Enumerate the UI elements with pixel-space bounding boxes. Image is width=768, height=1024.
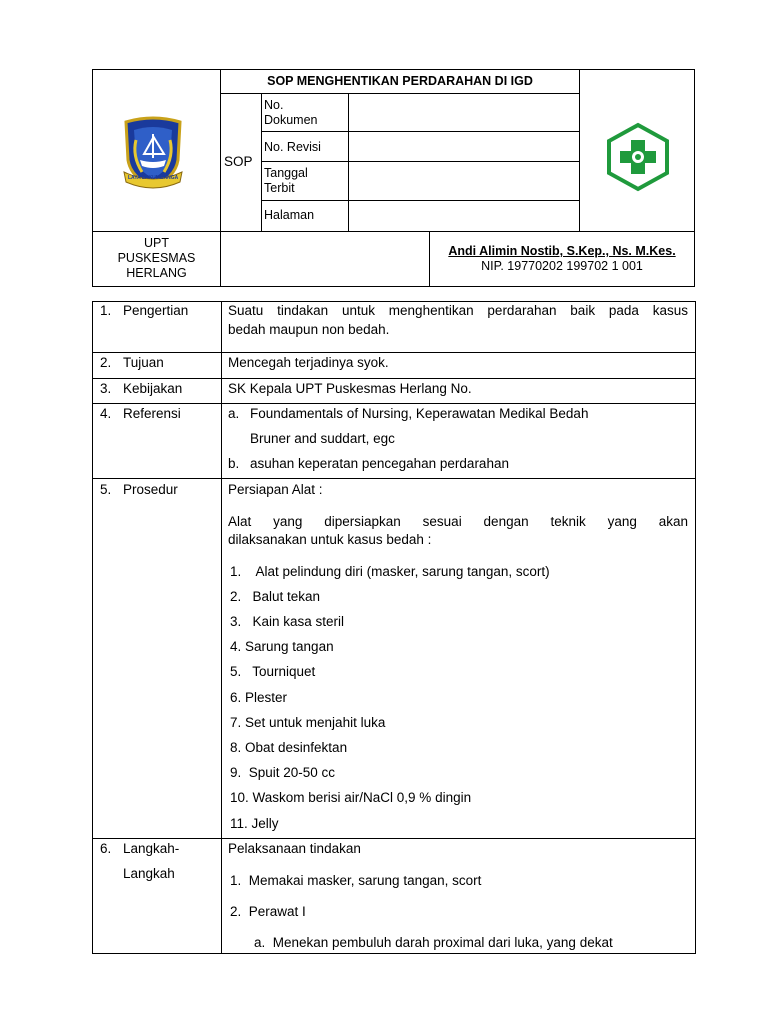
row-label-referensi: Referensi bbox=[123, 406, 181, 421]
prosedur-item: 5. Tourniquet bbox=[230, 664, 316, 679]
crest-motto: LAYA LAKUMBANGA bbox=[128, 175, 178, 181]
prosedur-item: 7. Set untuk menjahit luka bbox=[230, 715, 386, 730]
row-num-pengertian: 1. bbox=[100, 303, 112, 318]
referensi-marker-b: b. bbox=[228, 456, 240, 471]
prosedur-intro-line2: dilaksanakan untuk kasus bedah : bbox=[228, 532, 432, 547]
tujuan-text: Mencegah terjadinya syok. bbox=[228, 355, 389, 370]
field-label-tanggal-terbit-1: Tanggal bbox=[264, 166, 308, 180]
district-crest-logo bbox=[120, 116, 186, 192]
row-label-prosedur: Prosedur bbox=[123, 482, 178, 497]
row-num-langkah: 6. bbox=[100, 841, 112, 856]
referensi-item-b-line1: asuhan keperatan pencegahan perdarahan bbox=[250, 456, 509, 471]
field-label-no-dokumen-1: No. bbox=[264, 98, 284, 112]
row-num-referensi: 4. bbox=[100, 406, 112, 421]
kebijakan-text: SK Kepala UPT Puskesmas Herlang No. bbox=[228, 381, 472, 396]
org-name-line1: UPT bbox=[144, 236, 169, 250]
pengertian-text-line1: Suatu tindakan untuk menghentikan perdarahan baik pada kasus bbox=[228, 303, 688, 318]
prosedur-item: 10. Waskom berisi air/NaCl 0,9 % dingin bbox=[230, 790, 472, 805]
org-name-line2: PUSKESMAS bbox=[117, 251, 196, 265]
referensi-marker-a: a. bbox=[228, 406, 240, 421]
prosedur-item: 9. Spuit 20-50 cc bbox=[230, 765, 336, 780]
prosedur-item: 2. Balut tekan bbox=[230, 589, 321, 604]
row-label-langkah-1: Langkah- bbox=[123, 841, 180, 856]
langkah-step: 2. Perawat I bbox=[230, 904, 306, 919]
puskesmas-logo bbox=[605, 122, 671, 192]
referensi-item-a-line1: Foundamentals of Nursing, Keperawatan Medikal Bedah bbox=[250, 406, 589, 421]
prosedur-item: 4. Sarung tangan bbox=[230, 639, 334, 654]
signer-name: Andi Alimin Nostib, S.Kep., Ns. M.Kes. bbox=[448, 244, 676, 258]
row-num-prosedur: 5. bbox=[100, 482, 112, 497]
row-num-tujuan: 2. bbox=[100, 355, 112, 370]
prosedur-item: 6. Plester bbox=[230, 690, 288, 705]
signer-nip: NIP. 19770202 199702 1 001 bbox=[481, 259, 643, 273]
field-label-no-dokumen-2: Dokumen bbox=[264, 113, 318, 127]
field-label-tanggal-terbit-2: Terbit bbox=[264, 181, 295, 195]
document-title: SOP MENGHENTIKAN PERDARAHAN DI IGD bbox=[267, 74, 533, 88]
langkah-step: 1. Memakai masker, sarung tangan, scort bbox=[230, 873, 482, 888]
langkah-heading: Pelaksanaan tindakan bbox=[228, 841, 361, 856]
field-label-no-revisi: No. Revisi bbox=[264, 140, 321, 154]
field-label-halaman: Halaman bbox=[264, 208, 315, 222]
row-num-kebijakan: 3. bbox=[100, 381, 112, 396]
prosedur-item: 8. Obat desinfektan bbox=[230, 740, 348, 755]
prosedur-item: 3. Kain kasa steril bbox=[230, 614, 345, 629]
sop-label: SOP bbox=[224, 154, 253, 169]
row-label-langkah-2: Langkah bbox=[123, 866, 175, 881]
row-label-kebijakan: Kebijakan bbox=[123, 381, 183, 396]
prosedur-item: 1. Alat pelindung diri (masker, sarung tangan, scort) bbox=[230, 564, 550, 579]
pengertian-text-line2: bedah maupun non bedah. bbox=[228, 322, 390, 337]
prosedur-item: 11. Jelly bbox=[230, 816, 279, 831]
prosedur-intro-line1: Alat yang dipersiapkan sesuai dengan teknik yang akan bbox=[228, 514, 688, 529]
prosedur-heading: Persiapan Alat : bbox=[228, 482, 323, 497]
langkah-substep: a. Menekan pembuluh darah proximal dari luka, yang dekat bbox=[254, 935, 613, 950]
referensi-item-a-line2: Bruner and suddart, egc bbox=[250, 431, 395, 446]
row-label-pengertian: Pengertian bbox=[123, 303, 189, 318]
row-label-tujuan: Tujuan bbox=[123, 355, 164, 370]
org-name-line3: HERLANG bbox=[126, 266, 187, 280]
